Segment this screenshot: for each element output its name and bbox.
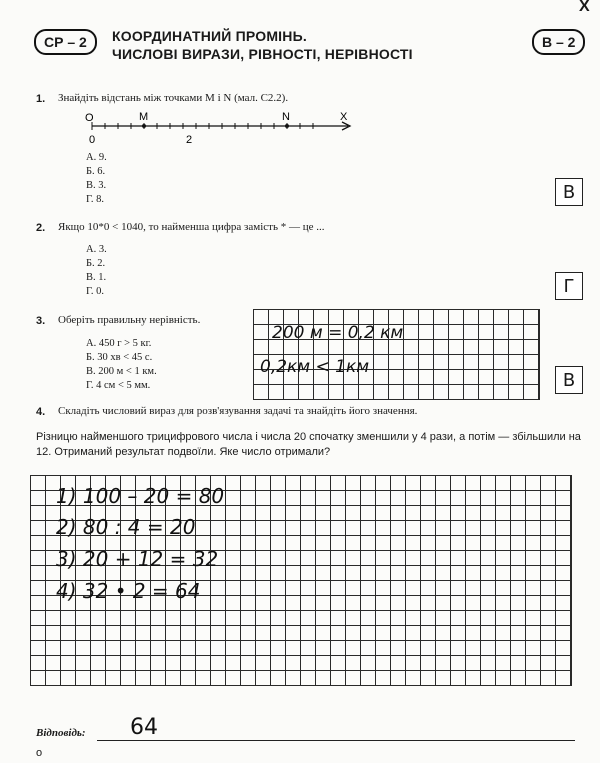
answer-value: 64 bbox=[130, 715, 158, 740]
page-mark: o bbox=[36, 747, 43, 759]
option-b: Б. 30 хв < 45 с. bbox=[86, 352, 153, 363]
question-4-step-2: 2) 80 : 4 = 20 bbox=[56, 515, 196, 539]
page-title-line1: КООРДИНАТНИЙ ПРОМІНЬ. bbox=[112, 28, 307, 44]
option-c: В. 1. bbox=[86, 272, 107, 283]
option-b: Б. 6. bbox=[86, 166, 106, 177]
point-m bbox=[142, 124, 146, 128]
answer-underline bbox=[97, 740, 575, 741]
question-1-number: 1. bbox=[36, 93, 46, 105]
option-a: А. 450 г > 5 кг. bbox=[86, 338, 152, 349]
question-1-text: Знайдіть відстань між точками M і N (мал. С2.2). bbox=[58, 92, 289, 104]
question-2-number: 2. bbox=[36, 222, 46, 234]
question-4-step-4: 4) 32 • 2 = 64 bbox=[56, 579, 201, 603]
option-b: Б. 2. bbox=[86, 258, 106, 269]
worksheet-code-badge: СР – 2 bbox=[34, 29, 97, 55]
question-3-work-line-2: 0,2км < 1км bbox=[260, 357, 370, 377]
question-3-work-line-1: 200 м = 0,2 км bbox=[272, 323, 404, 343]
option-a: А. 9. bbox=[86, 152, 107, 163]
ray-tick-label-0: 0 bbox=[89, 134, 96, 146]
option-d: Г. 4 см < 5 мм. bbox=[86, 380, 151, 391]
question-1-answer-box: В bbox=[555, 178, 583, 206]
ray-label-x: X bbox=[340, 111, 348, 123]
ray-label-n: N bbox=[282, 111, 290, 123]
option-a: А. 3. bbox=[86, 244, 107, 255]
point-n bbox=[285, 124, 289, 128]
question-2-options bbox=[86, 243, 107, 299]
question-1-options bbox=[86, 151, 107, 207]
page-title-line2: ЧИСЛОВІ ВИРАЗИ, РІВНОСТІ, НЕРІВНОСТІ bbox=[112, 46, 413, 62]
answer-label: Відповідь: bbox=[36, 727, 86, 739]
question-3-text: Оберіть правильну нерівність. bbox=[58, 314, 201, 326]
option-c: В. 200 м < 1 км. bbox=[86, 366, 157, 377]
option-c: В. 3. bbox=[86, 180, 107, 191]
variant-badge: В – 2 bbox=[532, 29, 585, 55]
option-d: Г. 0. bbox=[86, 286, 105, 297]
question-4-step-3: 3) 20 + 12 = 32 bbox=[56, 547, 219, 571]
question-4-text: Складіть числовий вираз для розв'язування задачі та знайдіть його значення. bbox=[58, 405, 418, 417]
coordinate-ray bbox=[80, 110, 370, 150]
question-4-problem: Різницю найменшого трицифрового числа і числа 20 спочатку зменшили у 4 рази, а потім — збільшили на 12. Отриманий результат подвоїли. Яке число отримали? bbox=[36, 431, 581, 458]
question-3-number: 3. bbox=[36, 315, 46, 327]
question-2-text: Якщо 10*0 < 1040, то найменша цифра замість * — це ... bbox=[58, 221, 325, 233]
corner-mark: X bbox=[579, 0, 590, 15]
question-2-answer-box: Г bbox=[555, 272, 583, 300]
ray-label-m: M bbox=[139, 111, 149, 123]
option-d: Г. 8. bbox=[86, 194, 105, 205]
question-3-options bbox=[86, 337, 157, 393]
question-4-number: 4. bbox=[36, 406, 46, 418]
question-4-step-1: 1) 100 – 20 = 80 bbox=[56, 484, 225, 508]
ray-tick-label-2: 2 bbox=[186, 134, 193, 146]
ray-label-o: O bbox=[85, 112, 94, 124]
question-3-answer-box: В bbox=[555, 366, 583, 394]
